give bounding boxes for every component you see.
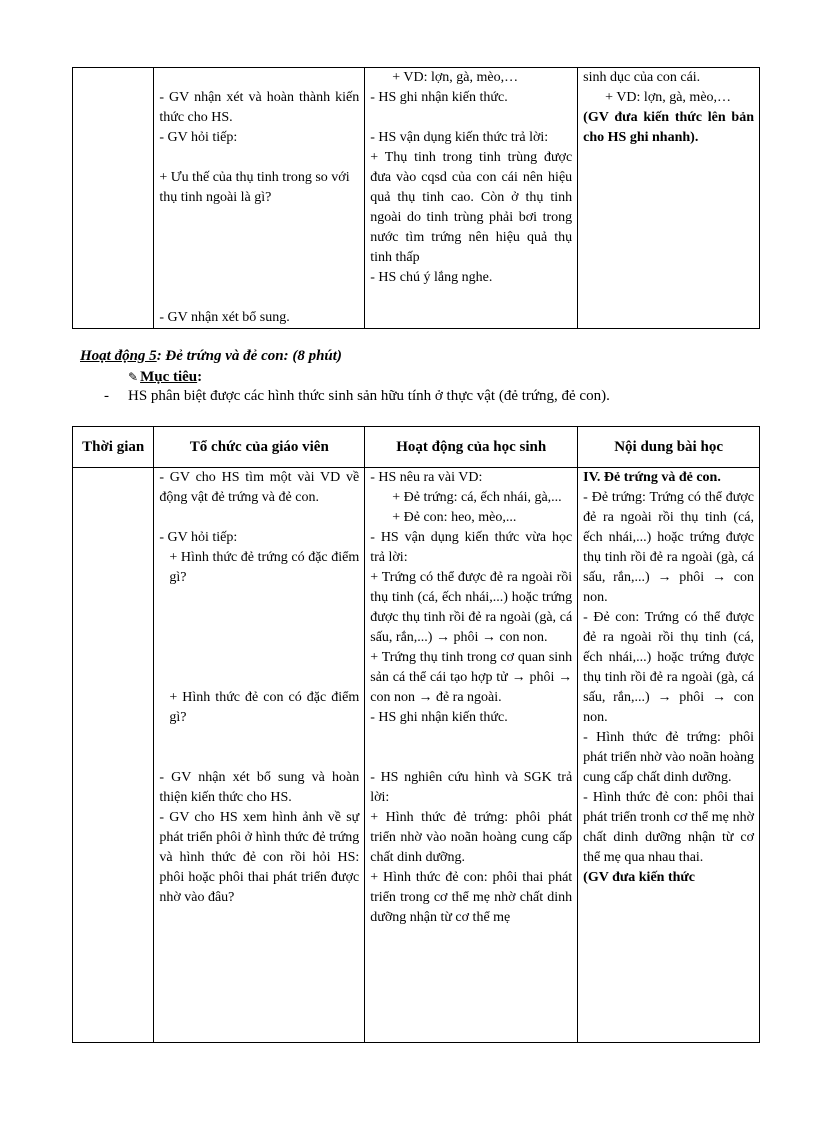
- cell-paragraph: [159, 208, 359, 228]
- cell-paragraph: [159, 588, 359, 608]
- cell-paragraph: [159, 728, 359, 748]
- cell-paragraph: + VD: lợn, gà, mèo,…: [605, 90, 732, 105]
- cell-paragraph: - GV hỏi tiếp:: [159, 530, 238, 545]
- cell-paragraph: [159, 228, 359, 248]
- cell-paragraph: - HS nghiên cứu hình và SGK trả lời:: [370, 770, 573, 805]
- cell-paragraph: + Đẻ con: heo, mèo,...: [392, 510, 517, 525]
- header-time: Thời gian: [73, 427, 154, 468]
- cell-paragraph: + Trứng có thể được đẻ ra ngoài rồi thụ tinh (cá, ếch nhái,...) hoặc trứng được thụ tinh rồi đẻ ra ngoài (gà, cá sấu, rắn,...) → phôi → con non.: [370, 570, 573, 645]
- cell-paragraph: - GV cho HS xem hình ảnh về sự phát triển phôi ở hình thức đẻ trứng và hình thức đẻ con rồi hỏi HS: phôi hoặc phôi thai phát triển được nhờ vào đâu?: [159, 810, 360, 905]
- activity-title: : Đẻ trứng và đẻ con: (8 phút): [156, 348, 342, 364]
- teacher-cell: [154, 68, 365, 329]
- cell-paragraph: - GV hỏi tiếp:: [159, 130, 238, 145]
- cell-paragraph: + Đẻ trứng: cá, ếch nhái, gà,...: [392, 490, 562, 505]
- time-cell: [73, 68, 154, 329]
- cell-paragraph: + Thụ tinh trong tinh trùng được đưa vào cqsd của con cái nên hiệu quả thụ tinh cao. Còn ở thụ tinh ngoài do tinh trùng phải bơi trong nước tìm trứng nên hiệu quả thụ tinh thấp: [370, 150, 573, 265]
- cell-paragraph: - GV nhận xét bổ sung và hoàn thiện kiến thức cho HS.: [159, 770, 360, 805]
- table-row: [73, 68, 760, 329]
- cell-paragraph: [159, 628, 359, 648]
- cell-paragraph: - HS ghi nhận kiến thức.: [370, 90, 508, 105]
- content-cell: [578, 468, 760, 1043]
- cell-paragraph: IV. Đẻ trứng và đẻ con.: [583, 470, 721, 485]
- cell-paragraph: + Hình thức đẻ trứng: phôi phát triển nhờ vào noãn hoàng cung cấp chất dinh dưỡng.: [370, 810, 573, 865]
- cell-paragraph: [159, 148, 359, 168]
- header-student: Hoạt động của học sinh: [365, 427, 578, 468]
- cell-paragraph: [159, 608, 359, 628]
- cell-paragraph: - HS nêu ra vài VD:: [370, 470, 483, 485]
- goal-bullet: [104, 388, 610, 405]
- activity5-table: [72, 426, 760, 1043]
- cell-paragraph: [370, 748, 572, 768]
- cell-paragraph: - HS ghi nhận kiến thức.: [370, 710, 508, 725]
- cell-paragraph: [159, 668, 359, 688]
- cell-paragraph: + Hình thức đẻ con có đặc điểm gì?: [169, 690, 360, 725]
- cell-paragraph: + Trứng thụ tinh trong cơ quan sinh sản cá thể cái tạo hợp tử → phôi → con non → đẻ ra ngoài.: [370, 650, 573, 705]
- cell-paragraph: [159, 748, 359, 768]
- cell-paragraph: [159, 68, 359, 88]
- cell-paragraph: + VD: lợn, gà, mèo,…: [392, 70, 519, 85]
- cell-paragraph: - Hình thức đẻ con: phôi thai phát triển tronh cơ thể mẹ nhờ chất dinh dưỡng nhận từ cơ thể mẹ qua nhau thai.: [583, 790, 754, 865]
- cell-paragraph: [159, 508, 359, 528]
- cell-paragraph: + Hình thức đẻ trứng có đặc điểm gì?: [169, 550, 360, 585]
- cell-paragraph: - GV nhận xét bổ sung.: [159, 310, 290, 325]
- cell-paragraph: + Hình thức đẻ con: phôi thai phát triển trong cơ thể mẹ nhờ chất dinh dưỡng nhận từ cơ thể mẹ: [370, 870, 573, 925]
- cell-paragraph: - Đẻ con: Trứng có thể được đẻ ra ngoài rồi thụ tinh (cá, ếch nhái,...) hoặc trứng được thụ tinh rồi đẻ ra ngoài (gà, cá sấu, rắn,...) → phôi → con non.: [583, 610, 754, 725]
- cell-paragraph: [370, 728, 572, 748]
- header-teacher: Tổ chức của giáo viên: [154, 427, 365, 468]
- cell-paragraph: - GV cho HS tìm một vài VD về động vật đẻ trứng và đẻ con.: [159, 470, 360, 505]
- cell-paragraph: [159, 648, 359, 668]
- cell-paragraph: [159, 248, 359, 268]
- cell-paragraph: + Ưu thế của thụ tinh trong so với thụ tinh ngoài là gì?: [159, 170, 350, 205]
- cell-paragraph: - Đẻ trứng: Trứng có thể được đẻ ra ngoài rồi thụ tinh (cá, ếch nhái,...) hoặc trứng được thụ tinh rồi đẻ ra ngoài (gà, cá sấu, rắn,...) → phôi → con non.: [583, 490, 754, 605]
- cell-paragraph: - HS chú ý lắng nghe.: [370, 270, 493, 285]
- student-cell: [365, 468, 578, 1043]
- cell-paragraph: sinh dục của con cái.: [583, 70, 701, 85]
- table-row: [73, 468, 760, 1043]
- cell-paragraph: (GV đưa kiến thức: [583, 870, 696, 885]
- cell-paragraph: (GV đưa kiến thức lên bản cho HS ghi nhanh).: [583, 110, 754, 145]
- cell-paragraph: [370, 108, 572, 128]
- header-content: Nội dung bài học: [578, 427, 760, 468]
- teacher-cell: [154, 468, 365, 1043]
- activity-heading: [80, 348, 342, 365]
- time-cell: [73, 468, 154, 1043]
- lesson-table-continued: [72, 67, 760, 329]
- cell-paragraph: [159, 268, 359, 288]
- pencil-icon: ✎: [128, 370, 139, 384]
- content-cell: [578, 68, 760, 329]
- bullet-dash: -: [104, 388, 109, 404]
- goal-line: [128, 369, 202, 386]
- cell-paragraph: - HS vận dụng kiến thức vừa học trả lời:: [370, 530, 573, 565]
- goal-label: Mục tiêu: [140, 369, 198, 385]
- cell-paragraph: - Hình thức đẻ trứng: phôi phát triển nhờ vào noãn hoàng cung cấp chất dinh dưỡng.: [583, 730, 754, 785]
- activity-number: Hoạt động 5: [80, 348, 157, 364]
- goal-colon: :: [197, 369, 203, 385]
- header-row: [73, 427, 760, 468]
- cell-paragraph: - GV nhận xét và hoàn thành kiến thức cho HS.: [159, 90, 360, 125]
- cell-paragraph: [159, 288, 359, 308]
- student-cell: [365, 68, 578, 329]
- goal-text: HS phân biệt được các hình thức sinh sản hữu tính ở thực vật (đẻ trứng, đẻ con).: [128, 388, 610, 404]
- cell-paragraph: - HS vận dụng kiến thức trả lời:: [370, 130, 549, 145]
